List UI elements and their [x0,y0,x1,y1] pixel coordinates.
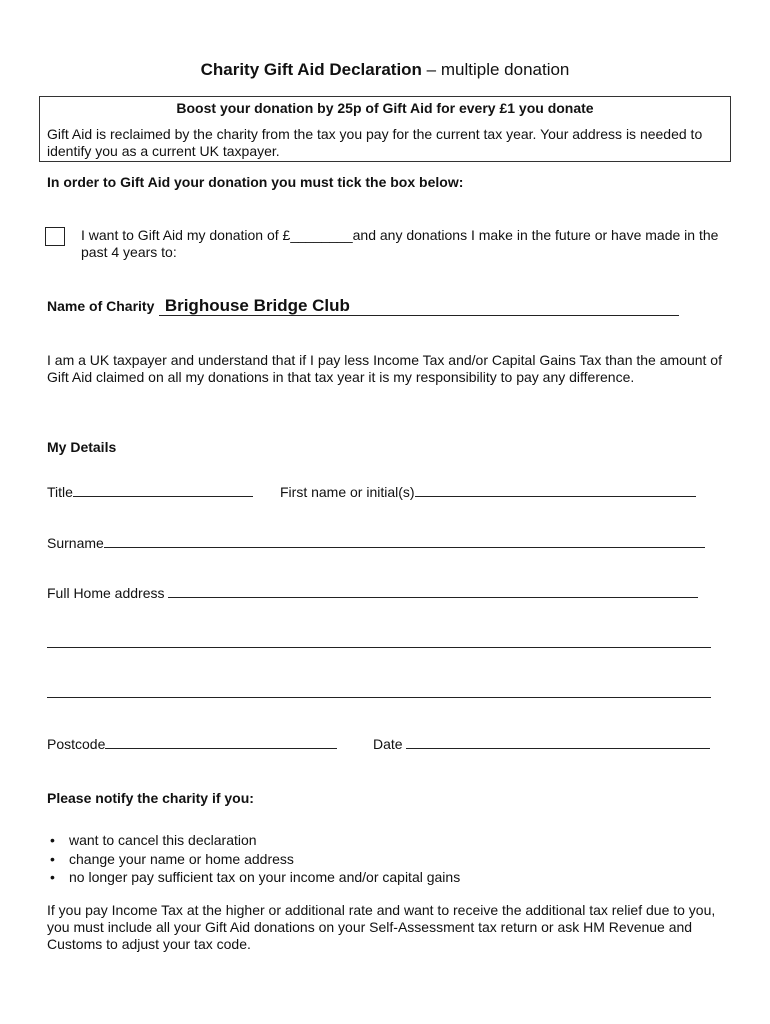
bullet-icon: • [50,850,55,867]
bullet-icon: • [50,869,55,885]
my-details-heading: My Details [47,439,117,455]
gift-aid-checkbox[interactable] [45,227,65,246]
higher-rate-note: If you pay Income Tax at the higher or additional rate and want to receive the additional tax relief due to you, you must include all your Gift Aid donations on your Self-Assessment tax return or ask HM Revenue and Customs to adjust your tax code. [47,902,716,952]
date-row [373,734,710,753]
notify-heading: Please notify the charity if you: [47,790,254,806]
postcode-row [47,734,337,753]
bullet-icon: • [50,832,55,848]
address-label: Full Home address [47,585,165,601]
first-name-row [280,482,696,501]
surname-row [47,533,705,552]
charity-name-field[interactable]: Brighouse Bridge Club [159,296,679,316]
taxpayer-statement: I am a UK taxpayer and understand that if I pay less Income Tax and/or Capital Gains Tax than the amount of Gift Aid claimed on all my donations in that tax year it is my responsibility to pay any difference. [47,352,722,385]
surname-label: Surname [47,535,104,551]
donation-amount-field[interactable]: ________ [290,227,353,243]
title-label: Title [47,484,73,500]
list-item [47,868,727,887]
boost-body: Gift Aid is reclaimed by the charity from the tax you pay for the current tax year. Your address is needed to identify you as a current UK taxpayer. [47,126,703,159]
tick-instruction: In order to Gift Aid your donation you must tick the box below: [47,174,464,190]
boost-heading: Boost your donation by 25p of Gift Aid for every £1 you donate [176,100,594,116]
list-item [47,831,727,850]
title-rest: – multiple donation [421,60,570,79]
postcode-label: Postcode [47,736,106,752]
page-title [0,60,770,80]
postcode-field[interactable] [105,734,337,749]
title-first-name-row [47,482,253,501]
title-bold: Charity Gift Aid Declaration [200,60,422,79]
declaration-text [81,227,721,261]
surname-field[interactable] [104,533,705,548]
date-field[interactable] [406,734,710,749]
list-item [47,850,727,869]
declaration-text-before: I want to Gift Aid my donation of £ [81,227,291,243]
charity-row [47,296,679,316]
address-row [47,583,698,602]
address-field-line-2[interactable] [47,647,711,648]
boost-info-box [39,96,731,162]
charity-label: Name of Charity [47,298,155,314]
declaration-text-after: and any donations I make in the future or have made in the past 4 years to: [81,227,719,260]
notify-item-text: want to cancel this declaration [69,832,257,848]
notify-item-text: change your name or home address [69,850,294,867]
date-label: Date [373,736,403,752]
first-name-label: First name or initial(s) [280,484,415,500]
address-field-line-3[interactable] [47,697,711,698]
notify-list [47,831,727,887]
notify-item-text: no longer pay sufficient tax on your income and/or capital gains [69,869,461,885]
first-name-field[interactable] [415,482,696,497]
title-field[interactable] [73,482,253,497]
address-field-line-1[interactable] [168,583,698,598]
